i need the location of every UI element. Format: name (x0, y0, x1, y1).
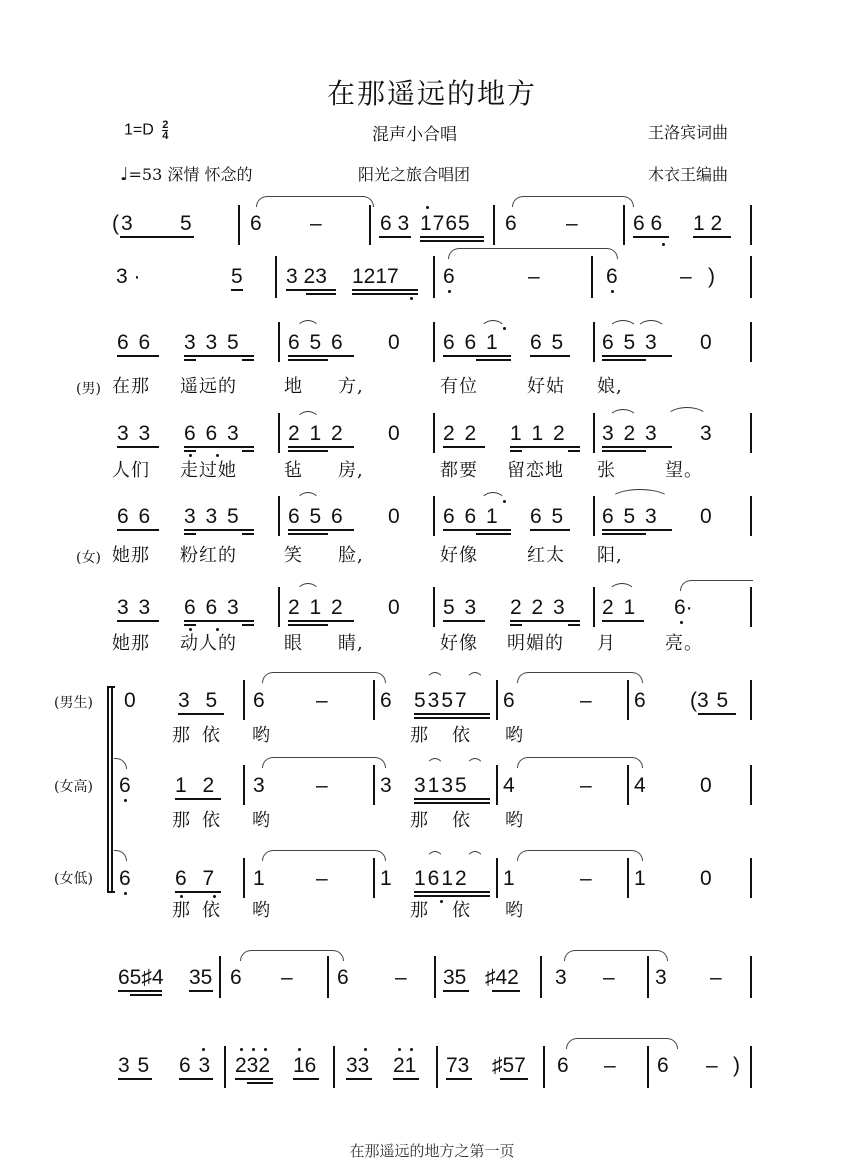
low-octave-dot (216, 454, 219, 457)
dash: – (395, 966, 407, 989)
dash: – (566, 212, 578, 235)
dash: – (603, 966, 615, 989)
barline (243, 680, 245, 720)
song-title: 在那遥远的地方 (326, 77, 537, 110)
note: ♯42 (485, 966, 519, 989)
barline (750, 587, 752, 627)
note: 3 · (116, 265, 141, 288)
note: 3135 (414, 774, 469, 797)
note: 6 5 (530, 331, 564, 354)
slur (666, 407, 708, 418)
part-label-male: (男) (76, 381, 101, 397)
note: 6 5 3 (602, 505, 657, 528)
rest: 0 (124, 689, 136, 712)
note: 3 23 (286, 265, 327, 288)
lyric: 明媚的 (507, 633, 564, 654)
slur (610, 489, 670, 500)
rest: 0 (388, 422, 400, 445)
barline (238, 205, 240, 245)
lyric: 地 (284, 376, 303, 397)
barline (275, 256, 277, 298)
rest: 0 (700, 505, 712, 528)
high-octave-dot (298, 1048, 301, 1051)
note: 6 (606, 265, 618, 288)
note: 6 (557, 1054, 569, 1077)
low-octave-dot (662, 243, 665, 246)
note: 6 (337, 966, 349, 989)
barline (750, 322, 752, 362)
barline (750, 205, 752, 245)
barline (433, 322, 435, 362)
tempo-text: =53 深情 怀念的 (128, 165, 253, 184)
note: 1 (634, 867, 646, 890)
barline (278, 496, 280, 536)
dash: – (316, 774, 328, 797)
high-octave-dot (202, 1048, 205, 1051)
barline (593, 587, 595, 627)
lyric: 那 (410, 725, 429, 746)
tie (566, 1038, 678, 1049)
lyric: 月 (597, 633, 616, 654)
lyric: 她那 (112, 545, 150, 566)
barline (543, 1046, 545, 1088)
note: 5 (231, 265, 243, 288)
note: 6 6 (633, 212, 663, 235)
low-octave-dot (213, 895, 216, 898)
barline (750, 496, 752, 536)
barline (750, 413, 752, 453)
barline (750, 1046, 752, 1088)
barline (369, 205, 371, 245)
note: 6 5 6 (288, 331, 343, 354)
barline (278, 587, 280, 627)
barline (243, 858, 245, 898)
lyric: 哟 (505, 810, 524, 831)
subtitle: 混声小合唱 (372, 125, 457, 145)
barline (278, 322, 280, 362)
barline (627, 858, 629, 898)
lyric: 哟 (505, 725, 524, 746)
tie (448, 248, 618, 259)
barline (327, 956, 329, 998)
barline (750, 256, 752, 298)
note: 6 (443, 265, 455, 288)
dash: – (580, 774, 592, 797)
lyric: 依 (452, 810, 471, 831)
note: 6 (250, 212, 262, 235)
note: 6 (230, 966, 242, 989)
note: ♯57 (492, 1054, 526, 1077)
note: 6 6 3 (184, 596, 239, 619)
performer: 阳光之旅合唱团 (358, 165, 471, 184)
low-octave-dot (124, 799, 127, 802)
high-octave-dot (364, 1048, 367, 1051)
barline (373, 858, 375, 898)
note: 6 (253, 689, 265, 712)
part-label: (女低) (54, 871, 93, 887)
note: 33 (346, 1054, 370, 1077)
barline (540, 956, 542, 998)
low-octave-dot (124, 892, 127, 895)
low-octave-dot (189, 454, 192, 457)
lyric: 都要 (440, 460, 478, 481)
barline (750, 858, 752, 898)
tempo-marking (120, 162, 252, 185)
note: 3 3 5 (184, 331, 239, 354)
barline (750, 680, 752, 720)
low-octave-dot (180, 895, 183, 898)
note: 1 2 (175, 774, 215, 797)
note: 6 6 1 (443, 331, 498, 354)
low-octave-dot (448, 290, 451, 293)
note: 2 2 3 (510, 596, 565, 619)
note: (3 5 (690, 689, 729, 712)
time-signature: $\frac{2}{4}$ (162, 119, 169, 142)
tie (564, 950, 668, 961)
barline (593, 413, 595, 453)
barline (433, 587, 435, 627)
note: 1612 (414, 867, 469, 890)
slur (426, 672, 444, 683)
note: 65♯4 (118, 966, 164, 989)
note: 6 5 (530, 505, 564, 528)
barline (493, 205, 495, 245)
lyric: 那依 (172, 725, 232, 746)
lyric: 好姑 (527, 376, 565, 397)
barline (278, 413, 280, 453)
note: 3 5 (178, 689, 218, 712)
lyric: 有位 (440, 376, 478, 397)
key-label: 1=D (124, 121, 154, 139)
lyric: 娘, (597, 376, 623, 397)
lyric: 走过她 (180, 460, 237, 481)
low-octave-dot (216, 628, 219, 631)
note: 3 (253, 774, 265, 797)
barline (623, 205, 625, 245)
barline (433, 413, 435, 453)
lyric: 笑 (284, 545, 303, 566)
lyric: 留恋地 (507, 460, 564, 481)
lyric: 那 (410, 900, 429, 921)
lyric: 望。 (665, 460, 703, 481)
note: 2 2 (443, 422, 477, 445)
note: 35 (443, 966, 467, 989)
lyric: 遥远的 (180, 376, 237, 397)
high-octave-dot (252, 1048, 255, 1051)
tie (114, 758, 127, 769)
low-octave-dot (680, 621, 683, 624)
dash: – (316, 689, 328, 712)
lyric: 脸, (338, 545, 364, 566)
lyric: 那 (410, 810, 429, 831)
dash: – (310, 212, 322, 235)
dash: – (316, 867, 328, 890)
note: 6 (119, 774, 131, 797)
note: 21 (393, 1054, 417, 1077)
barline (496, 680, 498, 720)
note: 4 (503, 774, 515, 797)
note: 1 (380, 867, 392, 890)
slur (480, 320, 506, 331)
note: 6 (657, 1054, 669, 1077)
note: 6 (380, 689, 392, 712)
close-paren: ) (708, 265, 715, 288)
lyric: 哟 (252, 810, 271, 831)
note: 3 (555, 966, 567, 989)
note: 4 (634, 774, 646, 797)
low-octave-dot (440, 900, 443, 903)
slur (426, 851, 444, 862)
open-paren: ( (112, 212, 119, 235)
high-octave-dot (398, 1048, 401, 1051)
low-octave-dot (189, 628, 192, 631)
dash: – (710, 966, 722, 989)
lyric: 眼 (284, 633, 303, 654)
lyric: 哟 (252, 900, 271, 921)
tie (262, 757, 386, 768)
arranger: 木衣王编曲 (648, 165, 729, 184)
close-paren: ) (733, 1054, 740, 1077)
lyric: 房, (338, 460, 364, 481)
slur (466, 672, 484, 683)
lyric: 哟 (252, 725, 271, 746)
slur (296, 411, 320, 422)
barline (434, 956, 436, 998)
note: 6 6 1 (443, 505, 498, 528)
note: 5357 (414, 689, 469, 712)
tie (517, 757, 643, 768)
note: 73 (446, 1054, 470, 1077)
lyric: 睛, (338, 633, 364, 654)
slur (296, 583, 320, 594)
note: 3 (655, 966, 667, 989)
note: 3 (121, 212, 133, 235)
barline (433, 496, 435, 536)
slur (608, 409, 638, 420)
barline (647, 1046, 649, 1088)
lyric: 方, (338, 376, 364, 397)
note: 3 (700, 422, 712, 445)
note: 232 (235, 1054, 271, 1077)
barline (436, 1046, 438, 1088)
barline (496, 765, 498, 805)
lyric: 粉红的 (180, 545, 237, 566)
note: 1 (253, 867, 265, 890)
lyric: 依 (452, 725, 471, 746)
lyric: 张 (597, 460, 616, 481)
barline (496, 858, 498, 898)
note: 2 1 (602, 596, 636, 619)
note: 5 (180, 212, 192, 235)
rest: 0 (700, 867, 712, 890)
dash: – (528, 265, 540, 288)
lyric: 依 (452, 900, 471, 921)
part-label: (男生) (54, 695, 93, 711)
note: 2 1 2 (288, 422, 343, 445)
lyric: 好像 (440, 545, 478, 566)
high-octave-dot (426, 206, 429, 209)
dash: – (706, 1054, 718, 1077)
barline (243, 765, 245, 805)
barline (591, 256, 593, 298)
note: 6 (503, 689, 515, 712)
dash: – (580, 689, 592, 712)
slur (636, 320, 666, 331)
rest: 0 (388, 505, 400, 528)
note: 6· (674, 596, 693, 619)
system-brace (107, 686, 109, 893)
lyricist-composer: 王洛宾词曲 (648, 123, 729, 142)
note: 6 (119, 867, 131, 890)
slur (466, 851, 484, 862)
lyric: 在那 (112, 376, 150, 397)
note: 6 7 (175, 867, 215, 890)
note: 3 3 (117, 596, 151, 619)
barline (433, 256, 435, 298)
barline (647, 956, 649, 998)
note: 3 (380, 774, 392, 797)
note: 6 5 6 (288, 505, 343, 528)
note: 6 6 (117, 505, 151, 528)
tie (680, 580, 753, 591)
note: 3 3 (117, 422, 151, 445)
barline (627, 765, 629, 805)
key-signature (124, 120, 168, 141)
slur (426, 758, 444, 769)
rest: 0 (700, 331, 712, 354)
lyric: 那依 (172, 810, 232, 831)
high-octave-dot (410, 1048, 413, 1051)
note: 6 5 3 (602, 331, 657, 354)
page-footer: 在那遥远的地方之第一页 (349, 1142, 515, 1160)
tie (517, 672, 643, 683)
barline (593, 496, 595, 536)
note: 6 3 (380, 212, 410, 235)
barline (373, 680, 375, 720)
part-label: (女高) (54, 779, 93, 795)
note: 16 (293, 1054, 317, 1077)
low-octave-dot (410, 297, 413, 300)
note: 3 2 3 (602, 422, 657, 445)
lyric: 亮。 (665, 633, 703, 654)
tie (517, 850, 643, 861)
barline (627, 680, 629, 720)
tie (512, 196, 634, 207)
barline (593, 322, 595, 362)
dash: – (680, 265, 692, 288)
lyric: 好像 (440, 633, 478, 654)
tie (262, 850, 386, 861)
note: 35 (189, 966, 213, 989)
slur (296, 492, 320, 503)
note: 1217 (352, 265, 399, 288)
barline (219, 956, 221, 998)
slur (608, 583, 636, 594)
part-label-female: (女) (76, 550, 101, 566)
slur (608, 320, 638, 331)
note: 6 (634, 689, 646, 712)
note: 6 6 (117, 331, 151, 354)
rest: 0 (388, 331, 400, 354)
note: 1 2 (693, 212, 723, 235)
lyric: 阳, (597, 545, 623, 566)
tie (256, 196, 374, 207)
note: 2 1 2 (288, 596, 343, 619)
lyric: 人们 (112, 460, 150, 481)
tie (114, 850, 127, 861)
barline (373, 765, 375, 805)
note: 1 (503, 867, 515, 890)
barline (333, 1046, 335, 1088)
rest: 0 (700, 774, 712, 797)
note: 1765 (420, 212, 471, 235)
lyric: 哟 (505, 900, 524, 921)
lyric: 那依 (172, 900, 232, 921)
note: 1 1 2 (510, 422, 565, 445)
barline (750, 956, 752, 998)
note: 6 6 3 (184, 422, 239, 445)
dash: – (281, 966, 293, 989)
note: 6 (505, 212, 517, 235)
dash: – (604, 1054, 616, 1077)
note: 3 3 5 (184, 505, 239, 528)
note: 5 3 (443, 596, 477, 619)
slur (466, 758, 484, 769)
lyric: 动人的 (180, 633, 237, 654)
lyric: 她那 (112, 633, 150, 654)
high-octave-dot (240, 1048, 243, 1051)
quarter-note-icon: ♩ (120, 164, 129, 185)
barline (750, 765, 752, 805)
lyric: 毡 (284, 460, 303, 481)
slur (296, 320, 320, 331)
dash: – (580, 867, 592, 890)
high-octave-dot (264, 1048, 267, 1051)
lyric: 红太 (527, 545, 565, 566)
barline (224, 1046, 226, 1088)
rest: 0 (388, 596, 400, 619)
note: 3 5 (118, 1054, 150, 1077)
slur (480, 492, 506, 503)
low-octave-dot (611, 290, 614, 293)
tie (262, 672, 386, 683)
note: 6 3 (179, 1054, 211, 1077)
